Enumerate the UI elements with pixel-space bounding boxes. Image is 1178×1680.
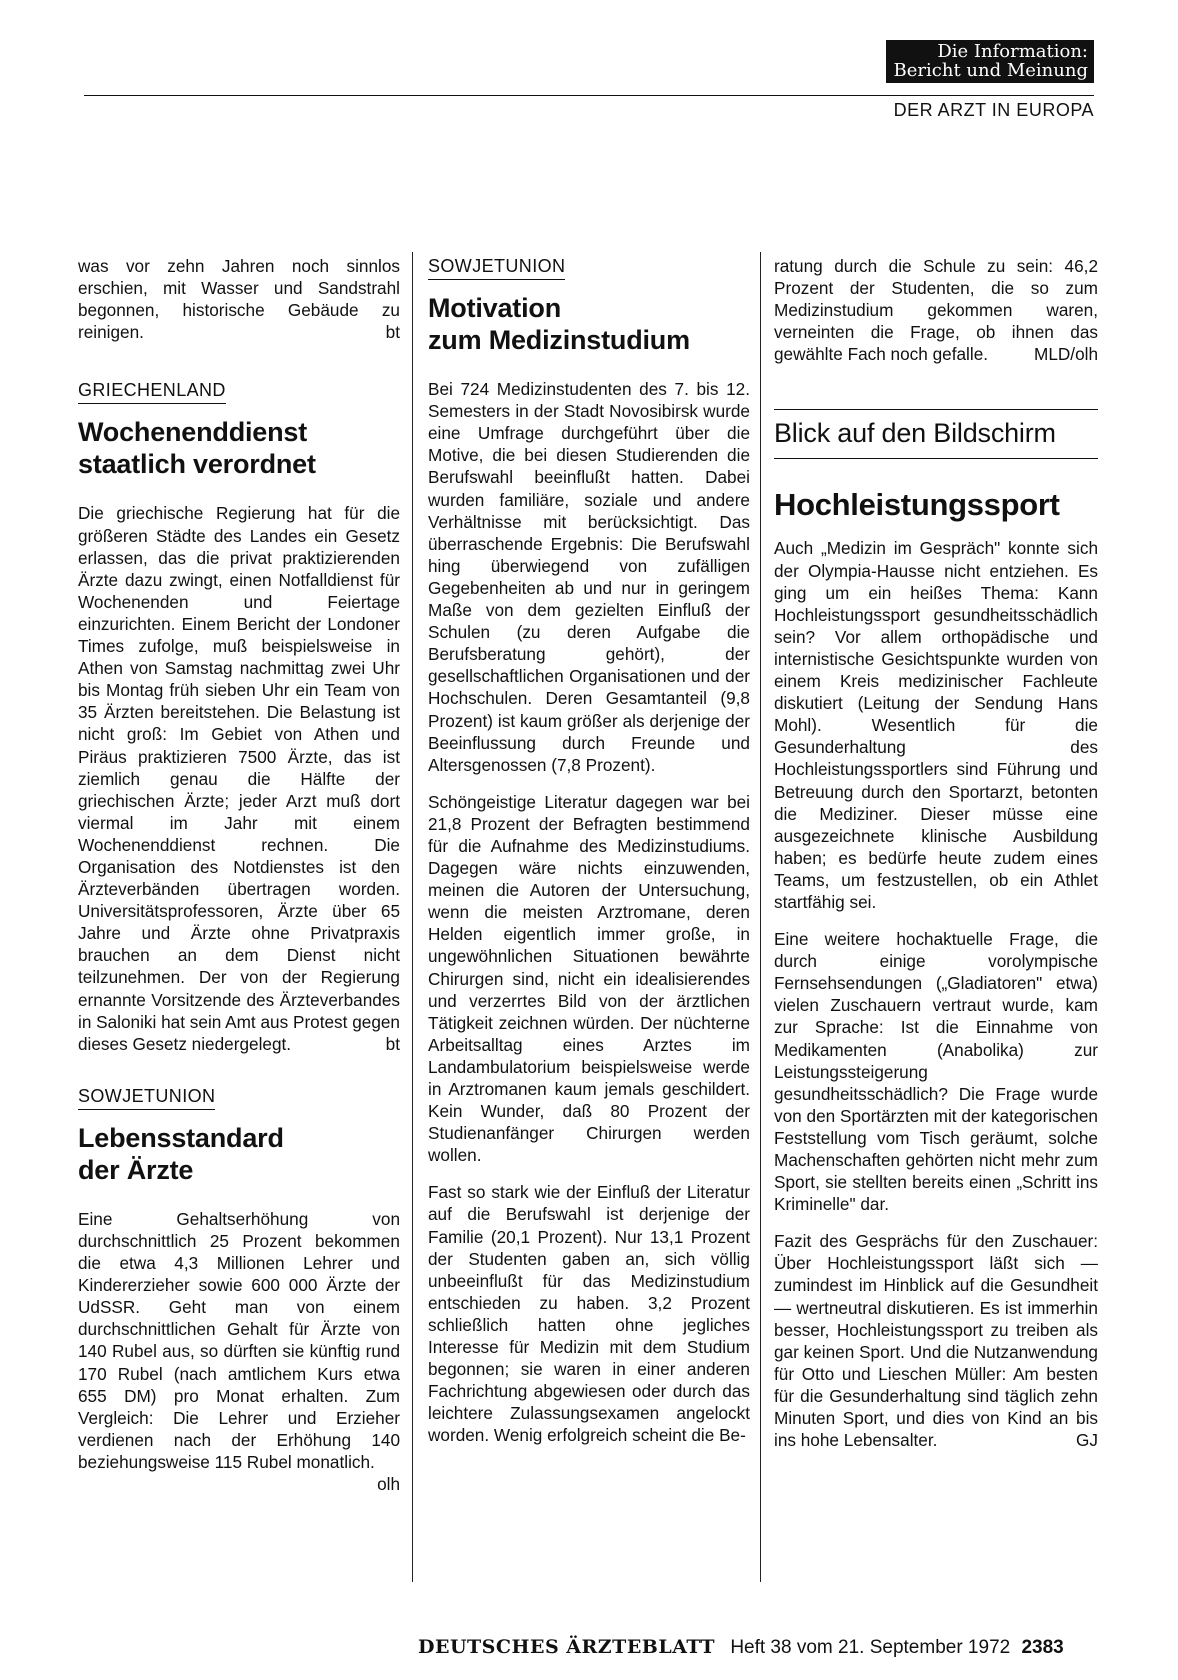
headline-line: Motivation (428, 293, 561, 324)
rubric-heading: Blick auf den Bildschirm (774, 409, 1098, 459)
section-title: DER ARZT IN EUROPA (893, 100, 1094, 120)
headline-line: Wochenenddienst (78, 417, 308, 448)
article-paragraph: Fast so stark wie der Einfluß der Literatur auf die Berufswahl ist derjenige der Familie (20,1 Prozent). Nur 13,1 Prozent der Studenten gaben an, sich völlig unbeeinflußt für das Medizinstudium entschieden zu haben. 3,2 Prozent schließlich hatten ohne jegliches Interesse für Medizin mit dem Studium begonnen; sie waren in einer anderen Fachrichtung abgewiesen oder durch das leichtere Zulassungsexamen angelockt worden. Wenig erfolgreich scheint die Be- (428, 1182, 750, 1446)
rubric-box (886, 40, 1094, 83)
article-paragraph (774, 1230, 1098, 1451)
article-kicker: GRIECHENLAND (78, 379, 226, 404)
headline-line: staatlich verordnet (78, 449, 316, 480)
intro-text: was vor zehn Jahren noch sinnlos erschien, mit Wasser und Sandstrahl begonnen, historische Gebäude zu reinigen. (78, 256, 400, 343)
publication-name: DEUTSCHES ÄRZTEBLATT (418, 1636, 716, 1658)
article-headline (78, 416, 400, 480)
column-1 (78, 255, 400, 1495)
article-headline (78, 1122, 400, 1186)
header-rule (84, 95, 1094, 96)
article-paragraph: Bei 724 Medizinstudenten des 7. bis 12. Semesters in der Stadt Novosibirsk wurde eine Umfrage durchgeführt über die Motive, die bei diesen Studierenden die Berufswahl beeinflußt hatten. Dabei wurden familiäre, soziale und andere Verhältnisse mit berücksichtigt. Das überraschende Ergebnis: Die Berufswahl hing überwiegend von zufälligen Gegebenheiten ab und nur in geringem Maße von dem gezielten Einfluß der Schulen (zu deren Aufgabe die Berufsberatung gehört), der gesellschaftlichen Organisationen und der Hochschulen. Deren Gesamtanteil (9,8 Prozent) ist kaum größer als derjenige der Beeinflussung durch Freunde und Altersgenossen (7,8 Prozent). (428, 379, 750, 775)
article-text: Eine Gehaltserhöhung von durchschnittlich 25 Prozent bekommen die etwa 4,3 Millionen Lehrer und Kindererzieher sowie 600 000 Ärzte der UdSSR. Geht man von einem durchschnittlichen Gehalt für Ärzte von 140 Rubel aus, so dürften sie künftig rund 170 Rubel (nach amtlichem Kurs etwa 655 DM) pro Monat erhalten. Zum Vergleich: Die Lehrer und Erzieher verdienen nach der Erhöhung 140 beziehungsweise 115 Rubel monatlich. (78, 1208, 400, 1472)
article-paragraph: Schöngeistige Literatur dagegen war bei 21,8 Prozent der Befragten bestimmend für die Aufnahme des Medizinstudiums. Dagegen wäre nichts einzuwenden, meinen die Autoren der Untersuchung, wenn die meisten Arztromane, deren Helden eigentlich immer große, in ungewöhnlichen Situationen bewährte Chirurgen sind, nicht ein idealisierendes und verzerrtes Bild von der ärztlichen Tätigkeit zeichnen würden. Der nüchterne Arbeitsalltag eines Arztes im Landambulatorium beispielsweise werde in Arztromanen kaum jemals geschildert. Kein Wunder, daß 80 Prozent der Studienanfänger Chirurgen werden wollen. (428, 791, 750, 1166)
author-initials: olh (377, 1474, 400, 1495)
issue-info: Heft 38 vom 21. September 1972 (730, 1637, 1011, 1658)
article-paragraph: Eine weitere hochaktuelle Frage, die durch einige vorolympische Fernsehsendungen („Gladiatoren" etwa) vielen Zuschauern vertraut wurde, kam zur Sprache: Ist die Einnahme von Medikamenten (Anabolika) zur Leistungssteigerung gesundheitsschädlich? Die Frage wurde von den Sportärzten mit der kategorischen Feststellung vom Tisch geräumt, solche Machenschaften gehörten nicht mehr zum Sport, sie stellten bereits einen „Schritt ins Kriminelle" dar. (774, 929, 1098, 1215)
article-headline: Hochleistungssport (774, 487, 1060, 523)
page-footer (418, 1636, 1064, 1659)
continued-paragraph (774, 255, 1098, 365)
article-text: ratung durch die Schule zu sein: 46,2 Prozent der Studenten, die so zum Medizinstudium gekommen waren, verneinten die Frage, ob ihnen das gewählte Fach noch gefalle. (774, 256, 1098, 365)
column-3 (774, 255, 1098, 1466)
article-headline (428, 292, 750, 356)
headline-line: Lebensstandard (78, 1122, 284, 1153)
rubric-box-line-2: Bericht und Meinung (893, 60, 1088, 81)
rubric-box-line-1: Die Information: (937, 41, 1088, 62)
article-text: Fazit des Gesprächs für den Zuschauer: Über Hochleistungssport läßt sich — zumindest im Hinblick auf die Gesundheit — wertneutral diskutieren. Es ist immerhin besser, Hochleistungssport zu treiben als gar keinen Sport. Und die Nutzanwendung für Otto und Lieschen Müller: Am besten für die Gesunderhaltung sind täglich zehn Minuten Sport, und dies von Kind an bis ins hohe Lebensalter. (774, 1231, 1098, 1451)
article-body (78, 502, 400, 1054)
author-initials: bt (385, 322, 400, 343)
article-kicker: SOWJETUNION (428, 255, 565, 280)
article-paragraph: Auch „Medizin im Gespräch" konnte sich der Olympia-Hausse nicht entziehen. Es ging um ein heißes Thema: Kann Hochleistungssport gesundheitsschädlich sein? Vor allem orthopädische und internistische Gesichtspunkte wurden von einem Kreis medizinischer Fachleute diskutiert (Leitung der Sendung Hans Mohl). Wesentlich für die Gesunderhaltung des Hochleistungssportlers sind Führung und Betreuung durch den Sportarzt, betonten die Mediziner. Dieser müsse eine ausgezeichnete klinische Ausbildung haben; es bedürfe heute zudem eines Teams, um festzustellen, ob ein Athlet startfähig sei. (774, 538, 1098, 912)
page-number: 2383 (1021, 1637, 1064, 1658)
author-initials: bt (385, 1033, 400, 1054)
article-kicker: SOWJETUNION (78, 1085, 215, 1110)
article-body (78, 1208, 400, 1495)
intro-paragraph (78, 255, 400, 343)
column-divider (412, 252, 413, 1582)
headline-line: der Ärzte (78, 1154, 194, 1185)
author-initials: MLD/olh (1034, 344, 1098, 365)
article-text: Die griechische Regierung hat für die größeren Städte des Landes ein Gesetz erlassen, das die privat praktizierenden Ärzte dazu zwingt, einen Notfalldienst für Wochenenden und Feiertage einzurichten. Einem Bericht der Londoner Times zufolge, muß beispielsweise in Athen von Samstag nachmittag zwei Uhr bis Montag früh sieben Uhr ein Team von 35 Ärzten bereitstehen. Die Belastung ist nicht groß: Im Gebiet von Athen und Piräus praktizieren 7500 Ärzte, das ist ziemlich genau die Hälfte der griechischen Ärzte; jeder Arzt muß dort viermal im Jahr mit einem Wochenenddienst rechnen. Die Organisation des Notdienstes ist den Ärzteverbänden übertragen worden. Universitätsprofessoren, Ärzte über 65 Jahre und Ärzte ohne Privatpraxis brauchen an dem Dienst nicht teilzunehmen. Der von der Regierung ernannte Vorsitzende des Ärzteverbandes in Saloniki hat sein Amt aus Protest gegen dieses Gesetz niedergelegt. (78, 503, 400, 1054)
author-initials: GJ (1076, 1430, 1098, 1451)
headline-line: zum Medizinstudium (428, 325, 690, 356)
column-2 (428, 255, 750, 1462)
column-divider (760, 252, 761, 1582)
